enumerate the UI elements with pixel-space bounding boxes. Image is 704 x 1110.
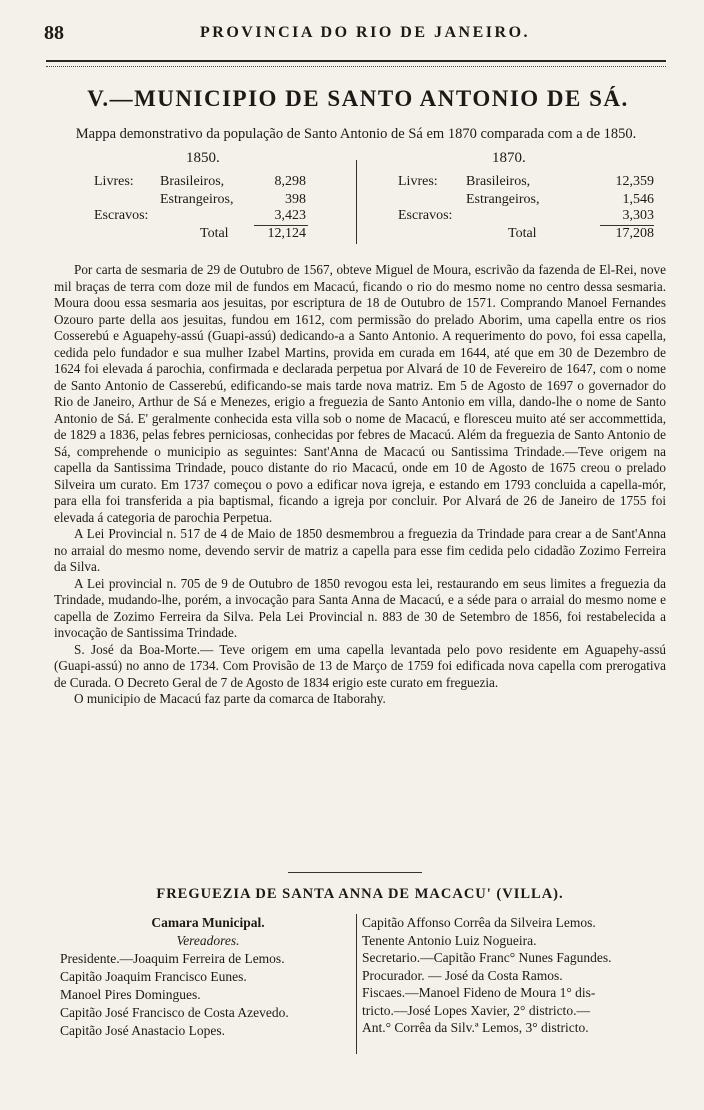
header-dotted-rule [46, 66, 666, 67]
member-line: Tenente Antonio Luiz Nogueira. [362, 932, 537, 948]
vereadores-title: Vereadores. [176, 933, 240, 948]
section-divider [288, 872, 422, 873]
estrangeiros-1850-value: 398 [285, 192, 306, 207]
estrangeiros-1870-label: Estrangeiros, [466, 192, 540, 207]
paragraph-comarca: O municipio de Macacú faz parte da comarca de Itaborahy. [74, 691, 386, 706]
freguezia-title: FREGUEZIA DE SANTA ANNA DE MACACU' (VILLA). [156, 886, 564, 902]
running-header [0, 20, 704, 48]
escravos-1870-label: Escravos: [398, 208, 453, 223]
livres-1850-label: Livres: [94, 174, 134, 189]
paragraph-boa-morte: S. José da Boa-Morte.— Teve origem em uma capella levantada pelo povo residente em Aguapehy-assú (Guapi-assú) no anno de 1734. Com Provisão de 13 de Março de 1759 foi edificada nova capella com prerogativa de Curada. O Decreto Geral de 7 de Agosto de 1834 erigio este curato em freguezia. [54, 641, 666, 690]
header-rule [46, 60, 666, 62]
member-line: Capitão Joaquim Francisco Eunes. [60, 969, 247, 984]
estrangeiros-1850-label: Estrangeiros, [160, 192, 234, 207]
secretario-line: Secretario.—Capitão Franc° Nunes Fagundes. [362, 950, 612, 965]
total-1870-label: Total [508, 226, 537, 241]
body-text [54, 262, 666, 708]
member-line: Capitão José Francisco de Costa Azevedo. [60, 1005, 289, 1020]
member-line: Capitão José Anastacio Lopes. [60, 1023, 225, 1038]
section-title: V.—MUNICIPIO DE SANTO ANTONIO DE SÁ. [87, 86, 629, 111]
brasileiros-1850-value: 8,298 [274, 174, 306, 189]
brasileiros-1850-label: Brasileiros, [160, 174, 225, 189]
member-line: Presidente.—Joaquim Ferreira de Lemos. [60, 951, 285, 966]
paragraph-lei-705: A Lei provincial n. 705 de 9 de Outubro de 1850 revogou esta lei, restaurando em seus limites a freguezia da Trindade, mudando-lhe, porém, a invocação para Santa Anna de Macacú, e a séde para o arraial do mesmo nome e capella de Zozimo Ferreira da Silva. Pela Lei Provincial n. 883 de 30 de Setembro de 1856, foi restabelecida a invocação de Santissima Trindade. [54, 575, 666, 640]
year-1870-label: 1870. [492, 150, 526, 166]
camara-title: Camara Municipal. [151, 915, 265, 930]
member-line: Manoel Pires Domingues. [60, 987, 201, 1002]
page-number: 88 [44, 22, 64, 44]
mappa-caption: Mappa demonstrativo da população de Santo Antonio de Sá em 1870 comparada com a de 1850. [75, 126, 637, 142]
escravos-1850-label: Escravos: [94, 208, 149, 223]
running-title: PROVINCIA DO RIO DE JANEIRO. [199, 24, 531, 41]
escravos-1870-value: 3,303 [622, 208, 654, 223]
camara-left-column [60, 914, 356, 1040]
year-1850-label: 1850. [186, 150, 220, 166]
fiscaes-line: Fiscaes.—Manoel Fideno de Moura 1° dis- [362, 985, 596, 1000]
total-1850-label: Total [200, 226, 229, 241]
paragraph-lei-517: A Lei Provincial n. 517 de 4 de Maio de 1850 desmembrou a freguezia da Trindade para crear a de Sant'Anna no arraial do mesmo nome, devendo servir de matriz a capella para esse fim cedida pelo cidadão Zozimo Ferreira da Silva. [54, 526, 666, 574]
camara-right-column [362, 914, 662, 1037]
column-divider [356, 914, 357, 1054]
livres-1870-label: Livres: [398, 174, 438, 189]
member-line: Capitão Affonso Corrêa da Silveira Lemos. [362, 915, 596, 930]
fiscaes-line: Ant.° Corrêa da Silv.ª Lemos, 3° districto. [362, 1020, 589, 1035]
escravos-1850-value: 3,423 [274, 208, 306, 223]
brasileiros-1870-value: 12,359 [615, 174, 654, 189]
brasileiros-1870-label: Brasileiros, [466, 174, 531, 189]
procurador-line: Procurador. — José da Costa Ramos. [362, 967, 563, 983]
fiscaes-line: tricto.—José Lopes Xavier, 2° districto.— [362, 1002, 590, 1018]
estrangeiros-1870-value: 1,546 [622, 192, 654, 207]
total-1870-value: 17,208 [615, 226, 654, 241]
total-1850-value: 12,124 [267, 226, 306, 241]
paragraph-history: Por carta de sesmaria de 29 de Outubro de 1567, obteve Miguel de Moura, escrivão da fazenda de El-Rei, nove mil braças de terra com doze mil de fundos em Macacú, ficando o rio do mesmo nome no centro dessa sesmaria. Moura doou essa sesmaria aos jesuitas, por escriptura de 18 de Outubro de 1571. Comprando Manoel Fernandes Ozouro parte della aos jesuitas, fundou em 1612, com permissão do prelado Aborim, uma capella entre os rios Cosserebú e Aguapehy-assú (Guapi-assú) dedicando-a a Santo Antonio. A requerimento do povo, foi essa capella, cedida pelo fundador e sua mulher Izabel Martins, provida em curada em 1644, até que em 30 de Dezembro de 1624 foi elevada á parochia, confirmada e declarada perpetua por Alvará de 10 de Fevereiro de 1647, com o nome de Santo Antonio de Casserebú, edificando-se mais tarde nova matriz. Em 5 de Agosto de 1697 o governador do Rio de Janeiro, Arthur de Sá e Menezes, erigio a freguezia de Santo Antonio em villa, dando-lhe o nome de Santo Antonio de Sá. E' geralmente conhecida esta villa sob o nome de Macacú, e floresceu muito até ser accommettida, de 1829 a 1836, pelas febres perniciosas, conhecidas por febres de Macacú. Além da freguezia de Santo Antonio de Sá, comprehende o municipio as seguintes: Sant'Anna de Macacú ou Santissima Trindade.—Teve origem na capella da Santissima Trindade, pouco distante do rio Macacú, onde em 10 de Agosto de 1675 creou o prelado Silveira um curato. Em 1737 começou o povo a edificar nova igreja, e estando em 1793 concluida a capella-mór, para ella foi transferida a pia baptismal, ficando a igreja por concluir. Por Alvará de 26 de Janeiro de 1755 foi elevada á categoria de parochia Perpetua. [54, 262, 666, 525]
table-divider [356, 160, 357, 244]
